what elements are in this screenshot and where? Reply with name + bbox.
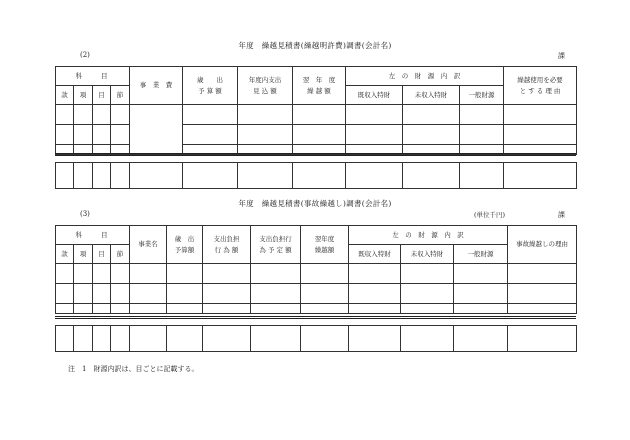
zaigen-header: 左 の 財 源 内 訳 [346,67,504,86]
form3-table [55,225,577,314]
form2-title: 年度 繰越見積書(繰越明許費)調書(会計名) [238,41,392,50]
cell[interactable] [93,304,111,314]
cell[interactable] [183,163,238,189]
cell[interactable] [504,105,577,125]
form3-total-table [55,325,577,352]
setsu-header: 節 [111,86,130,105]
saishutsu-header [167,226,203,264]
cell[interactable] [74,163,93,189]
cell[interactable] [93,284,111,304]
footnote: 注 1 財源内訳は、目ごとに記載する。 [68,365,199,373]
kan-header: 款 [56,245,74,264]
saishutsu-label-1: 歳 出 [197,76,223,85]
cell[interactable] [56,264,74,284]
cell[interactable] [401,264,454,284]
form3-ka-label: 課 [558,211,565,219]
cell[interactable] [111,264,130,284]
kamoku-header: 科 目 [56,226,130,245]
moku-header: 目 [93,86,111,105]
cell[interactable] [111,284,130,304]
mishu-header: 未収入特財 [403,86,460,105]
cell[interactable] [238,105,293,125]
cell[interactable] [251,304,301,314]
cell[interactable] [130,304,167,314]
kurikoshi-label-1: 翌 年 度 [302,76,336,85]
total-row [56,326,577,352]
cell[interactable] [56,105,74,125]
cell[interactable] [130,264,167,284]
double-rule [55,153,576,156]
cell[interactable] [238,163,293,189]
cell[interactable] [504,163,577,189]
cell[interactable] [454,264,508,284]
form2-ka-label: 課 [558,52,565,60]
cell[interactable] [93,326,111,352]
cell[interactable] [301,326,349,352]
cell[interactable] [93,264,111,284]
cell[interactable] [74,264,93,284]
cell[interactable] [111,105,130,125]
table-row [56,284,577,304]
futan-yotei-header [251,226,301,264]
cell[interactable] [403,125,460,145]
moku-header: 目 [93,245,111,264]
cell[interactable] [74,284,93,304]
kurikoshi-header [293,67,346,105]
cell[interactable] [401,284,454,304]
cell[interactable] [74,125,93,145]
kishu-header: 既収入特財 [346,86,403,105]
table-row [56,105,577,125]
yokunendo-label-1: 翌年度 [314,235,335,244]
cell[interactable] [508,326,577,352]
cell[interactable] [167,326,203,352]
zaigen-header: 左 の 財 源 内 訳 [349,226,508,245]
kan-header: 款 [56,86,74,105]
kamoku-header: 科 目 [56,67,130,86]
form3-title: 年度 繰越見積書(事故繰越し)調書(会計名) [238,199,392,208]
cell[interactable] [251,284,301,304]
cell[interactable] [301,304,349,314]
cell[interactable] [167,304,203,314]
cell[interactable] [56,163,74,189]
cell[interactable] [403,105,460,125]
cell[interactable] [508,284,577,304]
cell[interactable] [130,105,183,155]
cell[interactable] [349,326,401,352]
shishutsu-header [238,67,293,105]
cell[interactable] [56,125,74,145]
cell[interactable] [401,326,454,352]
kishu-header: 既収入特財 [349,245,401,264]
cell[interactable] [130,326,167,352]
cell[interactable] [111,326,130,352]
saishutsu-label-2: 予算額 [174,245,195,254]
saishutsu-header [183,67,238,105]
jigyoumei-header: 事業名 [130,226,167,264]
shishutsu-label-2: 見 込 額 [253,86,277,95]
cell[interactable] [401,304,454,314]
jigyouhi-header: 事 業 費 [130,67,183,105]
cell[interactable] [346,125,403,145]
cell[interactable] [130,284,167,304]
cell[interactable] [93,105,111,125]
futan-yotei-label-1: 支出負担行 [259,235,292,244]
cell[interactable] [74,105,93,125]
cell[interactable] [111,304,130,314]
riyuu-label-2: と す る 理 由 [519,86,561,95]
kurikoshi-label-2: 繰 越 額 [307,86,331,95]
mishu-header: 未収入特財 [401,245,454,264]
cell[interactable] [460,125,504,145]
riyuu-header: 事故繰越しの理由 [508,226,577,264]
cell[interactable] [349,304,401,314]
form2-total-table [55,162,577,189]
cell[interactable] [167,264,203,284]
cell[interactable] [111,125,130,145]
cell[interactable] [293,163,346,189]
cell[interactable] [203,326,251,352]
setsu-header: 節 [111,245,130,264]
futan-label-1: 支出負担 [213,235,240,244]
saishutsu-label-2: 予 算 額 [198,86,222,95]
cell[interactable] [346,105,403,125]
cell[interactable] [460,163,504,189]
cell[interactable] [56,326,74,352]
ippan-header: 一般財源 [460,86,504,105]
cell[interactable] [293,105,346,125]
cell[interactable] [183,125,238,145]
cell[interactable] [238,125,293,145]
cell[interactable] [93,163,111,189]
form3-unit-label: (単位千円) [474,211,506,219]
saishutsu-label-1: 歳 出 [174,235,195,244]
yokunendo-label-2: 繰越額 [314,245,335,254]
cell[interactable] [504,125,577,145]
cell[interactable] [508,304,577,314]
cell[interactable] [111,163,130,189]
table-row [56,264,577,284]
total-row [56,163,577,189]
cell[interactable] [56,304,74,314]
cell[interactable] [74,304,93,314]
riyuu-header [504,67,577,105]
kou-header: 項 [74,86,93,105]
shishutsu-label-1: 年度内支出 [248,76,282,85]
cell[interactable] [183,105,238,125]
kou-header: 項 [74,245,93,264]
cell[interactable] [508,264,577,284]
cell[interactable] [203,264,251,284]
cell[interactable] [454,304,508,314]
cell[interactable] [251,264,301,284]
futan-header [203,226,251,264]
table-row [56,304,577,314]
yokunendo-header [301,226,349,264]
form2-table [55,66,577,155]
cell[interactable] [346,163,403,189]
cell[interactable] [454,326,508,352]
cell[interactable] [349,264,401,284]
cell[interactable] [403,163,460,189]
cell[interactable] [251,326,301,352]
cell[interactable] [454,284,508,304]
riyuu-label-1: 繰越使用を必要 [517,76,563,85]
form2-number: (2) [80,51,90,59]
cell[interactable] [349,284,401,304]
cell[interactable] [301,264,349,284]
cell[interactable] [74,326,93,352]
cell[interactable] [460,105,504,125]
futan-label-2: 行 為 額 [214,245,239,254]
futan-yotei-label-2: 為 予 定 額 [259,245,292,254]
ippan-header: 一般財源 [454,245,508,264]
form3-number: (3) [80,210,90,218]
cell[interactable] [301,284,349,304]
double-rule [55,316,576,319]
cell[interactable] [93,125,111,145]
cell[interactable] [130,163,183,189]
cell[interactable] [293,125,346,145]
cell[interactable] [203,304,251,314]
cell[interactable] [203,284,251,304]
cell[interactable] [56,284,74,304]
cell[interactable] [167,284,203,304]
